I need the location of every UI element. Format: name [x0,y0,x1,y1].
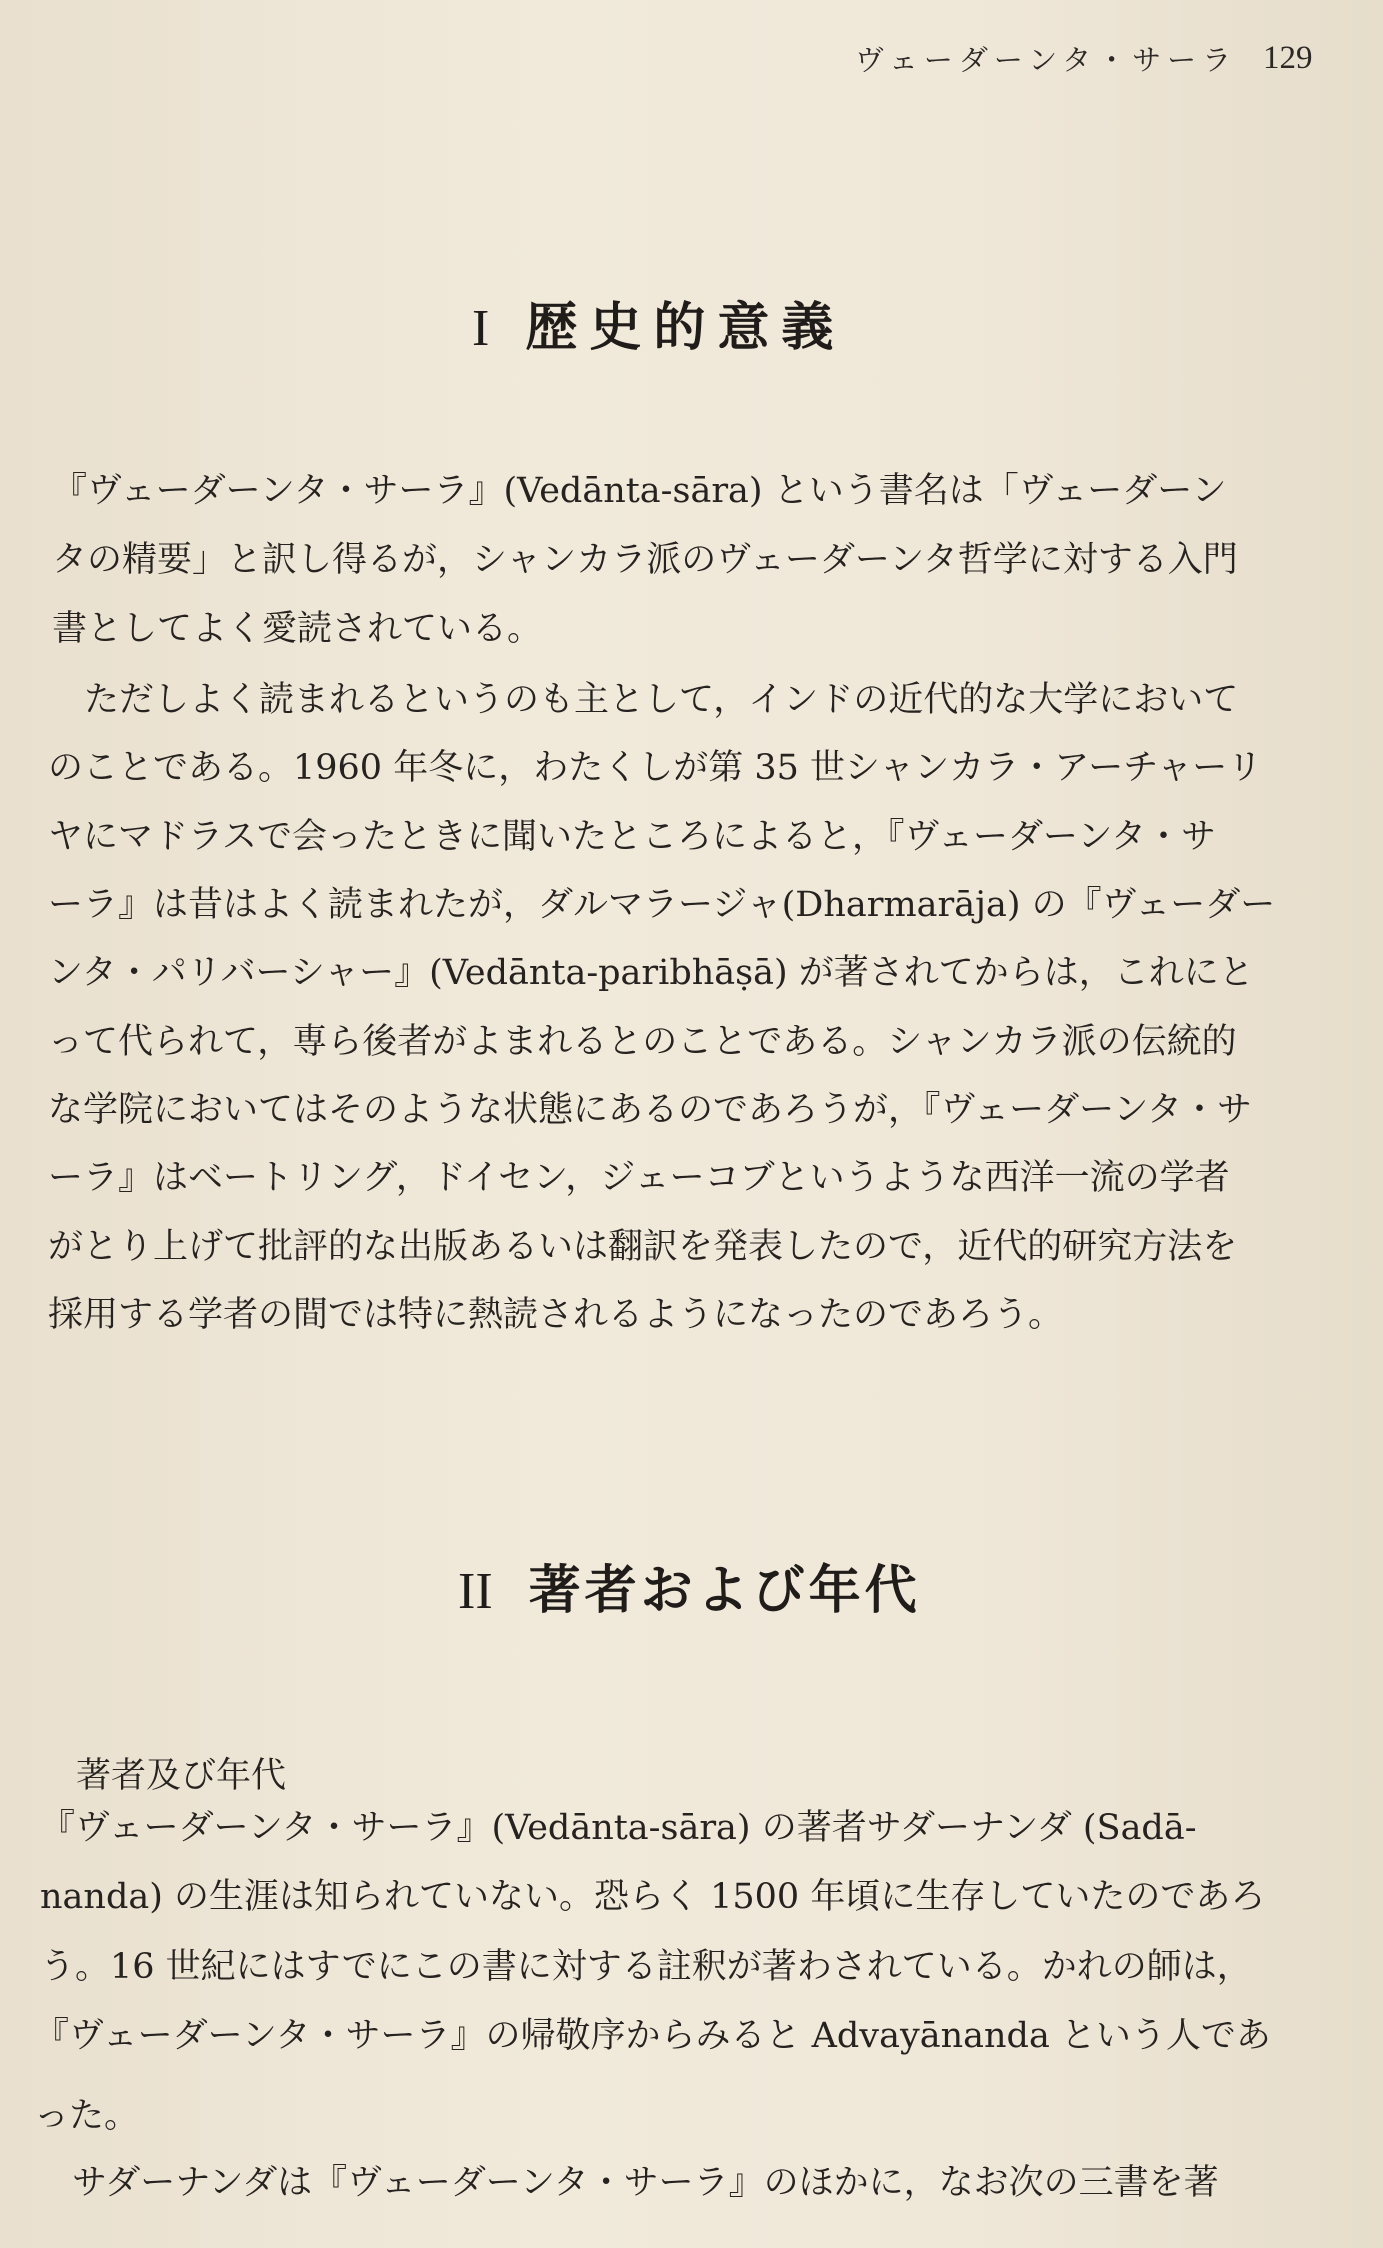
text-line: ンタ・パリバーシャー』(Vedānta-paribhāṣā) が著されてからは，これにと [48,953,1254,993]
text-line: ーラ』はベートリング，ドイセン，ジェーコブというような西洋一流の学者 [48,1158,1230,1198]
text-line: のことである。1960 年冬に，わたくしが第 35 世シャンカラ・アーチャーリ [48,748,1263,788]
text-line: 『ヴェーダーンタ・サーラ』の帰敬序からみると Advayānanda という人であ [34,2016,1271,2056]
text-line: 『ヴェーダーンタ・サーラ』(Vedānta-sāra) の著者サダーナンダ (Sadā- [40,1808,1197,1848]
text-line: タの精要」と訳し得るが，シャンカラ派のヴェーダーンタ哲学に対する入門 [52,540,1238,580]
section-numeral: II [458,1563,493,1620]
text-line: って代られて，専ら後者がよまれるとのことである。シャンカラ派の伝統的 [48,1022,1237,1062]
text-line: 書としてよく愛読されている。 [52,609,543,649]
running-head: ヴェーダーンタ・サーラ [855,43,1238,77]
text-line: サダーナンダは『ヴェーダーンタ・サーラ』のほかに，なお次の三書を著 [72,2163,1219,2203]
text-line: ヤにマドラスで会ったときに聞いたところによると，『ヴェーダーンタ・サ [48,817,1216,857]
section-heading-2 [458,1548,921,1623]
text-line: う。16 世紀にはすでにこの書に対する註釈が著わされている。かれの師は， [40,1947,1252,1987]
section-title: 歴史的意義 [525,297,846,358]
text-line: 『ヴェーダーンタ・サーラ』(Vedānta-sāra) という書名は「ヴェーダーン [52,471,1227,511]
text-line: nanda) の生涯は知られていない。恐らく 1500 年頃に生存していたのであろ [40,1877,1266,1917]
section-numeral: I [472,300,490,357]
section-heading-1 [472,285,845,360]
text-line: がとり上げて批評的な出版あるいは翻訳を発表したので，近代的研究方法を [48,1227,1238,1267]
text-line: 採用する学者の間では特に熱読されるようになったのであろう。 [48,1295,1064,1335]
text-line: ーラ』は昔はよく読まれたが，ダルマラージャ(Dharmarāja) の『ヴェーダー [48,885,1276,925]
text-line: な学院においてはそのような状態にあるのであろうが，『ヴェーダーンタ・サ [48,1090,1253,1130]
text-line: ただしよく読まれるというのも主として，インドの近代的な大学において [84,680,1239,720]
page-number: 129 [1263,40,1313,76]
section-title: 著者および年代 [528,1560,921,1621]
subheading: 著者及び年代 [76,1756,287,1796]
text-line: った。 [34,2096,140,2136]
